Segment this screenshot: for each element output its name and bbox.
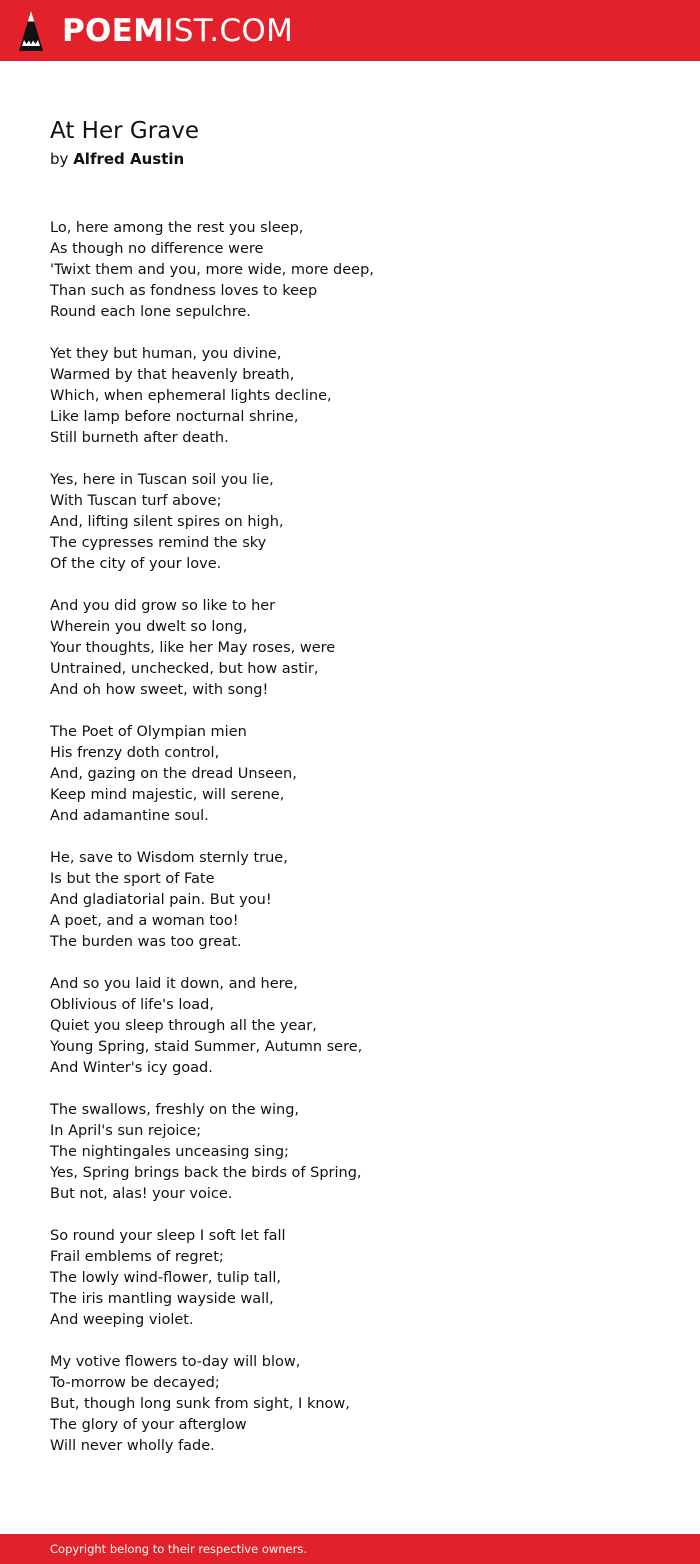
- poem-line: Still burneth after death.: [50, 430, 229, 446]
- poem-line: The iris mantling wayside wall,: [50, 1291, 274, 1307]
- poem-line: But, though long sunk from sight, I know,: [50, 1396, 350, 1412]
- poem-line: Than such as fondness loves to keep: [50, 283, 318, 299]
- poem-stanza: [50, 1100, 650, 1205]
- logo-light-text: IST.COM: [164, 13, 294, 49]
- poem-stanza: [50, 1352, 650, 1457]
- poem-line: Lo, here among the rest you sleep,: [50, 220, 304, 236]
- site-footer: [0, 1534, 700, 1564]
- poem-line: A poet, and a woman too!: [50, 913, 239, 929]
- poem-line: As though no difference were: [50, 241, 264, 257]
- poem-line: With Tuscan turf above;: [50, 493, 222, 509]
- poem-line: Your thoughts, like her May roses, were: [50, 640, 336, 656]
- poem-line: The cypresses remind the sky: [50, 535, 267, 551]
- site-logo[interactable]: [62, 11, 293, 51]
- poem-line: The burden was too great.: [50, 934, 242, 950]
- poem-stanza: [50, 344, 650, 449]
- byline: [50, 148, 184, 170]
- poem-line: And, lifting silent spires on high,: [50, 514, 284, 530]
- poem-line: In April's sun rejoice;: [50, 1123, 202, 1139]
- poem-line: The lowly wind-flower, tulip tall,: [50, 1270, 282, 1286]
- poem-line: Round each lone sepulchre.: [50, 304, 251, 320]
- poem-title: At Her Grave: [50, 118, 200, 144]
- poem-line: He, save to Wisdom sternly true,: [50, 850, 288, 866]
- poem-stanza: [50, 848, 650, 953]
- poem-line: Is but the sport of Fate: [50, 871, 215, 887]
- poem-body: [50, 218, 650, 1478]
- poem-line: Yes, here in Tuscan soil you lie,: [50, 472, 274, 488]
- poem-line: The nightingales unceasing sing;: [50, 1144, 289, 1160]
- poem-line: To-morrow be decayed;: [50, 1375, 220, 1391]
- poem-stanza: [50, 470, 650, 575]
- poem-line: So round your sleep I soft let fall: [50, 1228, 286, 1244]
- poem-line: His frenzy doth control,: [50, 745, 220, 761]
- poem-line: And Winter's icy goad.: [50, 1060, 213, 1076]
- poem-line: Like lamp before nocturnal shrine,: [50, 409, 299, 425]
- poem-line: And you did grow so like to her: [50, 598, 276, 614]
- pencil-icon: [18, 10, 44, 52]
- poem-stanza: [50, 1226, 650, 1331]
- poem-line: But not, alas! your voice.: [50, 1186, 233, 1202]
- poem-line: Wherein you dwelt so long,: [50, 619, 248, 635]
- poem-line: Of the city of your love.: [50, 556, 222, 572]
- poem-line: Keep mind majestic, will serene,: [50, 787, 285, 803]
- poem-line: And oh how sweet, with song!: [50, 682, 269, 698]
- poem-line: Frail emblems of regret;: [50, 1249, 224, 1265]
- poem-line: Yes, Spring brings back the birds of Spring,: [50, 1165, 362, 1181]
- poem-line: Young Spring, staid Summer, Autumn sere,: [50, 1039, 363, 1055]
- poem-line: And gladiatorial pain. But you!: [50, 892, 272, 908]
- poem-line: My votive flowers to-day will blow,: [50, 1354, 301, 1370]
- by-label: by: [50, 150, 69, 168]
- poem-line: And adamantine soul.: [50, 808, 209, 824]
- poem-line: Untrained, unchecked, but how astir,: [50, 661, 319, 677]
- poem-stanza: [50, 596, 650, 701]
- site-header: [0, 0, 700, 61]
- author-name[interactable]: Alfred Austin: [73, 150, 185, 168]
- poem-line: 'Twixt them and you, more wide, more deep,: [50, 262, 374, 278]
- poem-stanza: [50, 218, 650, 323]
- poem-line: Warmed by that heavenly breath,: [50, 367, 295, 383]
- poem-line: Quiet you sleep through all the year,: [50, 1018, 317, 1034]
- copyright-text: Copyright belong to their respective owners.: [50, 1542, 308, 1556]
- poem-line: The swallows, freshly on the wing,: [50, 1102, 300, 1118]
- poem-line: And, gazing on the dread Unseen,: [50, 766, 297, 782]
- poem-line: The glory of your afterglow: [50, 1417, 247, 1433]
- poem-line: Which, when ephemeral lights decline,: [50, 388, 332, 404]
- poem-line: Yet they but human, you divine,: [50, 346, 282, 362]
- poem-line: The Poet of Olympian mien: [50, 724, 247, 740]
- poem-line: And so you laid it down, and here,: [50, 976, 298, 992]
- poem-line: Will never wholly fade.: [50, 1438, 215, 1454]
- poem-stanza: [50, 722, 650, 827]
- poem-line: And weeping violet.: [50, 1312, 194, 1328]
- poem-line: Oblivious of life's load,: [50, 997, 214, 1013]
- poem-stanza: [50, 974, 650, 1079]
- logo-bold-text: POEM: [62, 13, 165, 49]
